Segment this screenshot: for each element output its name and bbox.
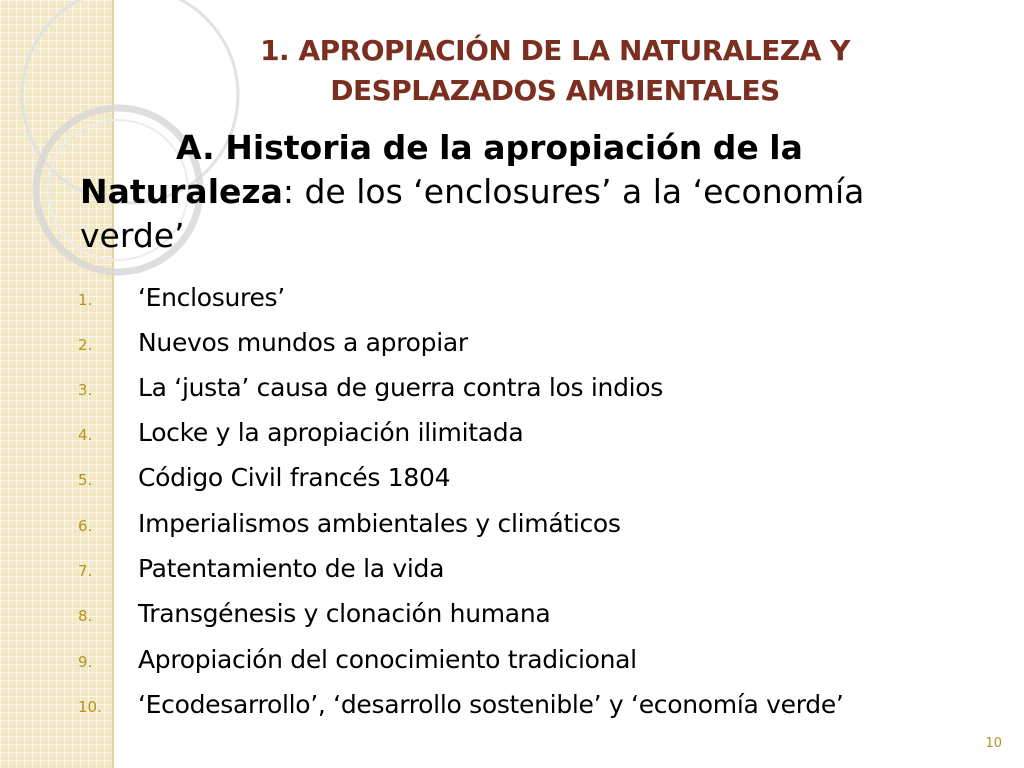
heading-word: los [356, 172, 403, 211]
list-item [78, 370, 978, 410]
heading-word: la [769, 128, 803, 167]
list-item [78, 415, 978, 455]
heading-word: verde’ [80, 216, 185, 255]
list-text: La ‘justa’ causa de guerra contra los indios [138, 373, 664, 402]
slide-title-line-2: DESPLAZADOS AMBIENTALES [330, 74, 780, 107]
list-number: 5. [78, 471, 93, 489]
heading-word: de [712, 128, 759, 167]
list-number: 8. [78, 607, 93, 625]
list-number: 4. [78, 426, 93, 444]
heading-word: ‘enclosures’ [413, 172, 612, 211]
heading-word: a [621, 172, 643, 211]
list-text: Nuevos mundos a apropiar [138, 328, 468, 357]
heading-word: ‘economía [692, 172, 865, 211]
section-heading-line-3 [80, 214, 992, 258]
list-item [78, 460, 978, 500]
list-text: Código Civil francés 1804 [138, 463, 451, 492]
list-item [78, 551, 978, 591]
heading-word: : de [282, 172, 346, 211]
heading-word-group [80, 172, 346, 211]
list-item [78, 506, 978, 546]
list-text: ‘Ecodesarrollo’, ‘desarrollo sostenible’ y ‘economía verde’ [138, 690, 844, 719]
heading-word: de [382, 128, 429, 167]
list-number: 2. [78, 336, 93, 354]
list-number: 1. [78, 291, 93, 309]
heading-word: la [652, 172, 683, 211]
heading-word: Historia [225, 128, 373, 167]
section-heading-line-2 [80, 170, 992, 214]
section-heading [80, 126, 992, 258]
page-number: 10 [985, 736, 1002, 751]
section-heading-line-1 [80, 126, 992, 170]
list-text: Locke y la apropiación ilimitada [138, 418, 524, 447]
list-text: Imperialismos ambientales y climáticos [138, 509, 621, 538]
heading-word: apropiación [483, 128, 703, 167]
list-text: ‘Enclosures’ [138, 283, 285, 312]
list-item [78, 687, 978, 727]
list-text: Transgénesis y clonación humana [138, 599, 551, 628]
list-number: 9. [78, 653, 93, 671]
list-text: Patentamiento de la vida [138, 554, 445, 583]
list-number: 6. [78, 517, 93, 535]
heading-word: A. [176, 128, 215, 167]
heading-word: la [439, 128, 473, 167]
list-item [78, 596, 978, 636]
slide-title-line-1: 1. APROPIACIÓN DE LA NATURALEZA Y [260, 34, 850, 67]
list-number: 3. [78, 381, 93, 399]
heading-bold-word: Naturaleza [80, 172, 283, 211]
list-item [78, 325, 978, 365]
list-number: 7. [78, 562, 93, 580]
list-text: Apropiación del conocimiento tradicional [138, 645, 637, 674]
list-number: 10. [78, 698, 102, 716]
list-item [78, 280, 978, 320]
list-item [78, 642, 978, 682]
